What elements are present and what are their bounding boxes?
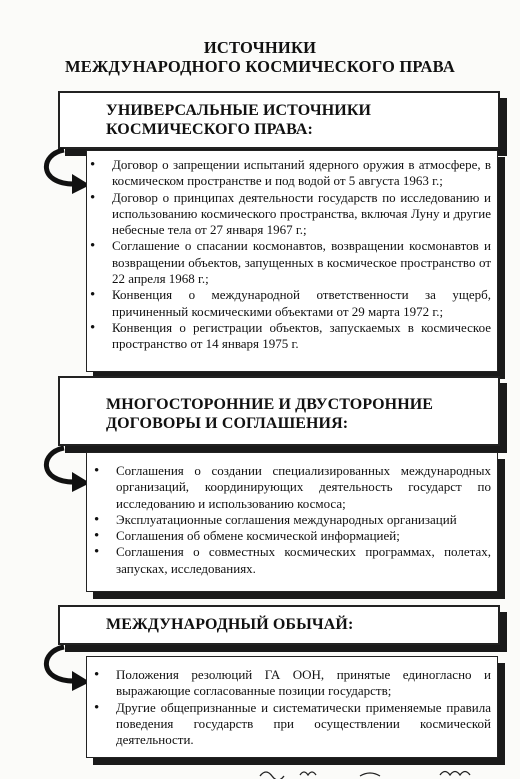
curved-arrow-icon bbox=[34, 148, 94, 198]
list-item: • Соглашения об обмене космической информацией; bbox=[91, 528, 491, 544]
handwriting-scribble bbox=[240, 766, 520, 779]
list-item: • Соглашения о совместных космических программах, полетах, запусках, исследованиях. bbox=[91, 544, 491, 577]
list-item: • Конвенция о регистрации объектов, запускаемых в космическое пространство от 14 января 1975 г. bbox=[87, 320, 491, 353]
section-header-universal bbox=[58, 91, 500, 149]
title-line-1: ИСТОЧНИКИ bbox=[203, 38, 317, 57]
list-item: • Конвенция о международной ответственности за ущерб, причиненный космическими объектами от 29 марта 1972 г.; bbox=[87, 287, 491, 320]
list-item: • Положения резолюций ГА ООН, принятые единогласно и выражающие согласованные позиции государств; bbox=[91, 667, 491, 700]
list-item: • Договор о запрещении испытаний ядерного оружия в атмосфере, в космическом пространстве и под водой от 5 августа 1963 г.; bbox=[87, 157, 491, 190]
curved-arrow-icon bbox=[34, 645, 94, 695]
section-header-custom bbox=[58, 605, 500, 645]
page-title bbox=[0, 38, 520, 76]
section-list-universal bbox=[86, 150, 498, 372]
list-item: • Соглашение о спасании космонавтов, возвращении космонавтов и возвращении объектов, запущенных в космическое пространство от 22 апреля 1968 г.; bbox=[87, 238, 491, 287]
curved-arrow-icon bbox=[34, 446, 94, 496]
section-list-treaties bbox=[86, 452, 498, 592]
section-heading-line-2: КОСМИЧЕСКОГО ПРАВА: bbox=[106, 121, 313, 138]
title-line-2: МЕЖДУНАРОДНОГО КОСМИЧЕСКОГО ПРАВА bbox=[65, 57, 455, 76]
section-heading-line-1: МЕЖДУНАРОДНЫЙ ОБЫЧАЙ: bbox=[106, 616, 354, 633]
section-header-treaties bbox=[58, 376, 500, 446]
section-heading-line-1: МНОГОСТОРОННИЕ И ДВУСТОРОННИЕ bbox=[106, 396, 434, 413]
section-list-custom bbox=[86, 656, 498, 758]
section-heading-line-1: УНИВЕРСАЛЬНЫЕ ИСТОЧНИКИ bbox=[106, 102, 372, 119]
list-item: • Эксплуатационные соглашения международных организаций bbox=[91, 512, 491, 528]
list-item: • Соглашения о создании специализированных международных организаций, координирующих деятельность государст по исследованию и использованию космоса; bbox=[91, 463, 491, 512]
list-item: • Договор о принципах деятельности государств по исследованию и использованию космического пространства, включая Луну и другие небесные тела от 27 января 1967 г.; bbox=[87, 190, 491, 239]
list-item: • Другие общепризнанные и систематически применяемые правила поведения государств при осуществлении космической деятельности. bbox=[91, 700, 491, 749]
section-heading-line-2: ДОГОВОРЫ И СОГЛАШЕНИЯ: bbox=[106, 415, 349, 432]
